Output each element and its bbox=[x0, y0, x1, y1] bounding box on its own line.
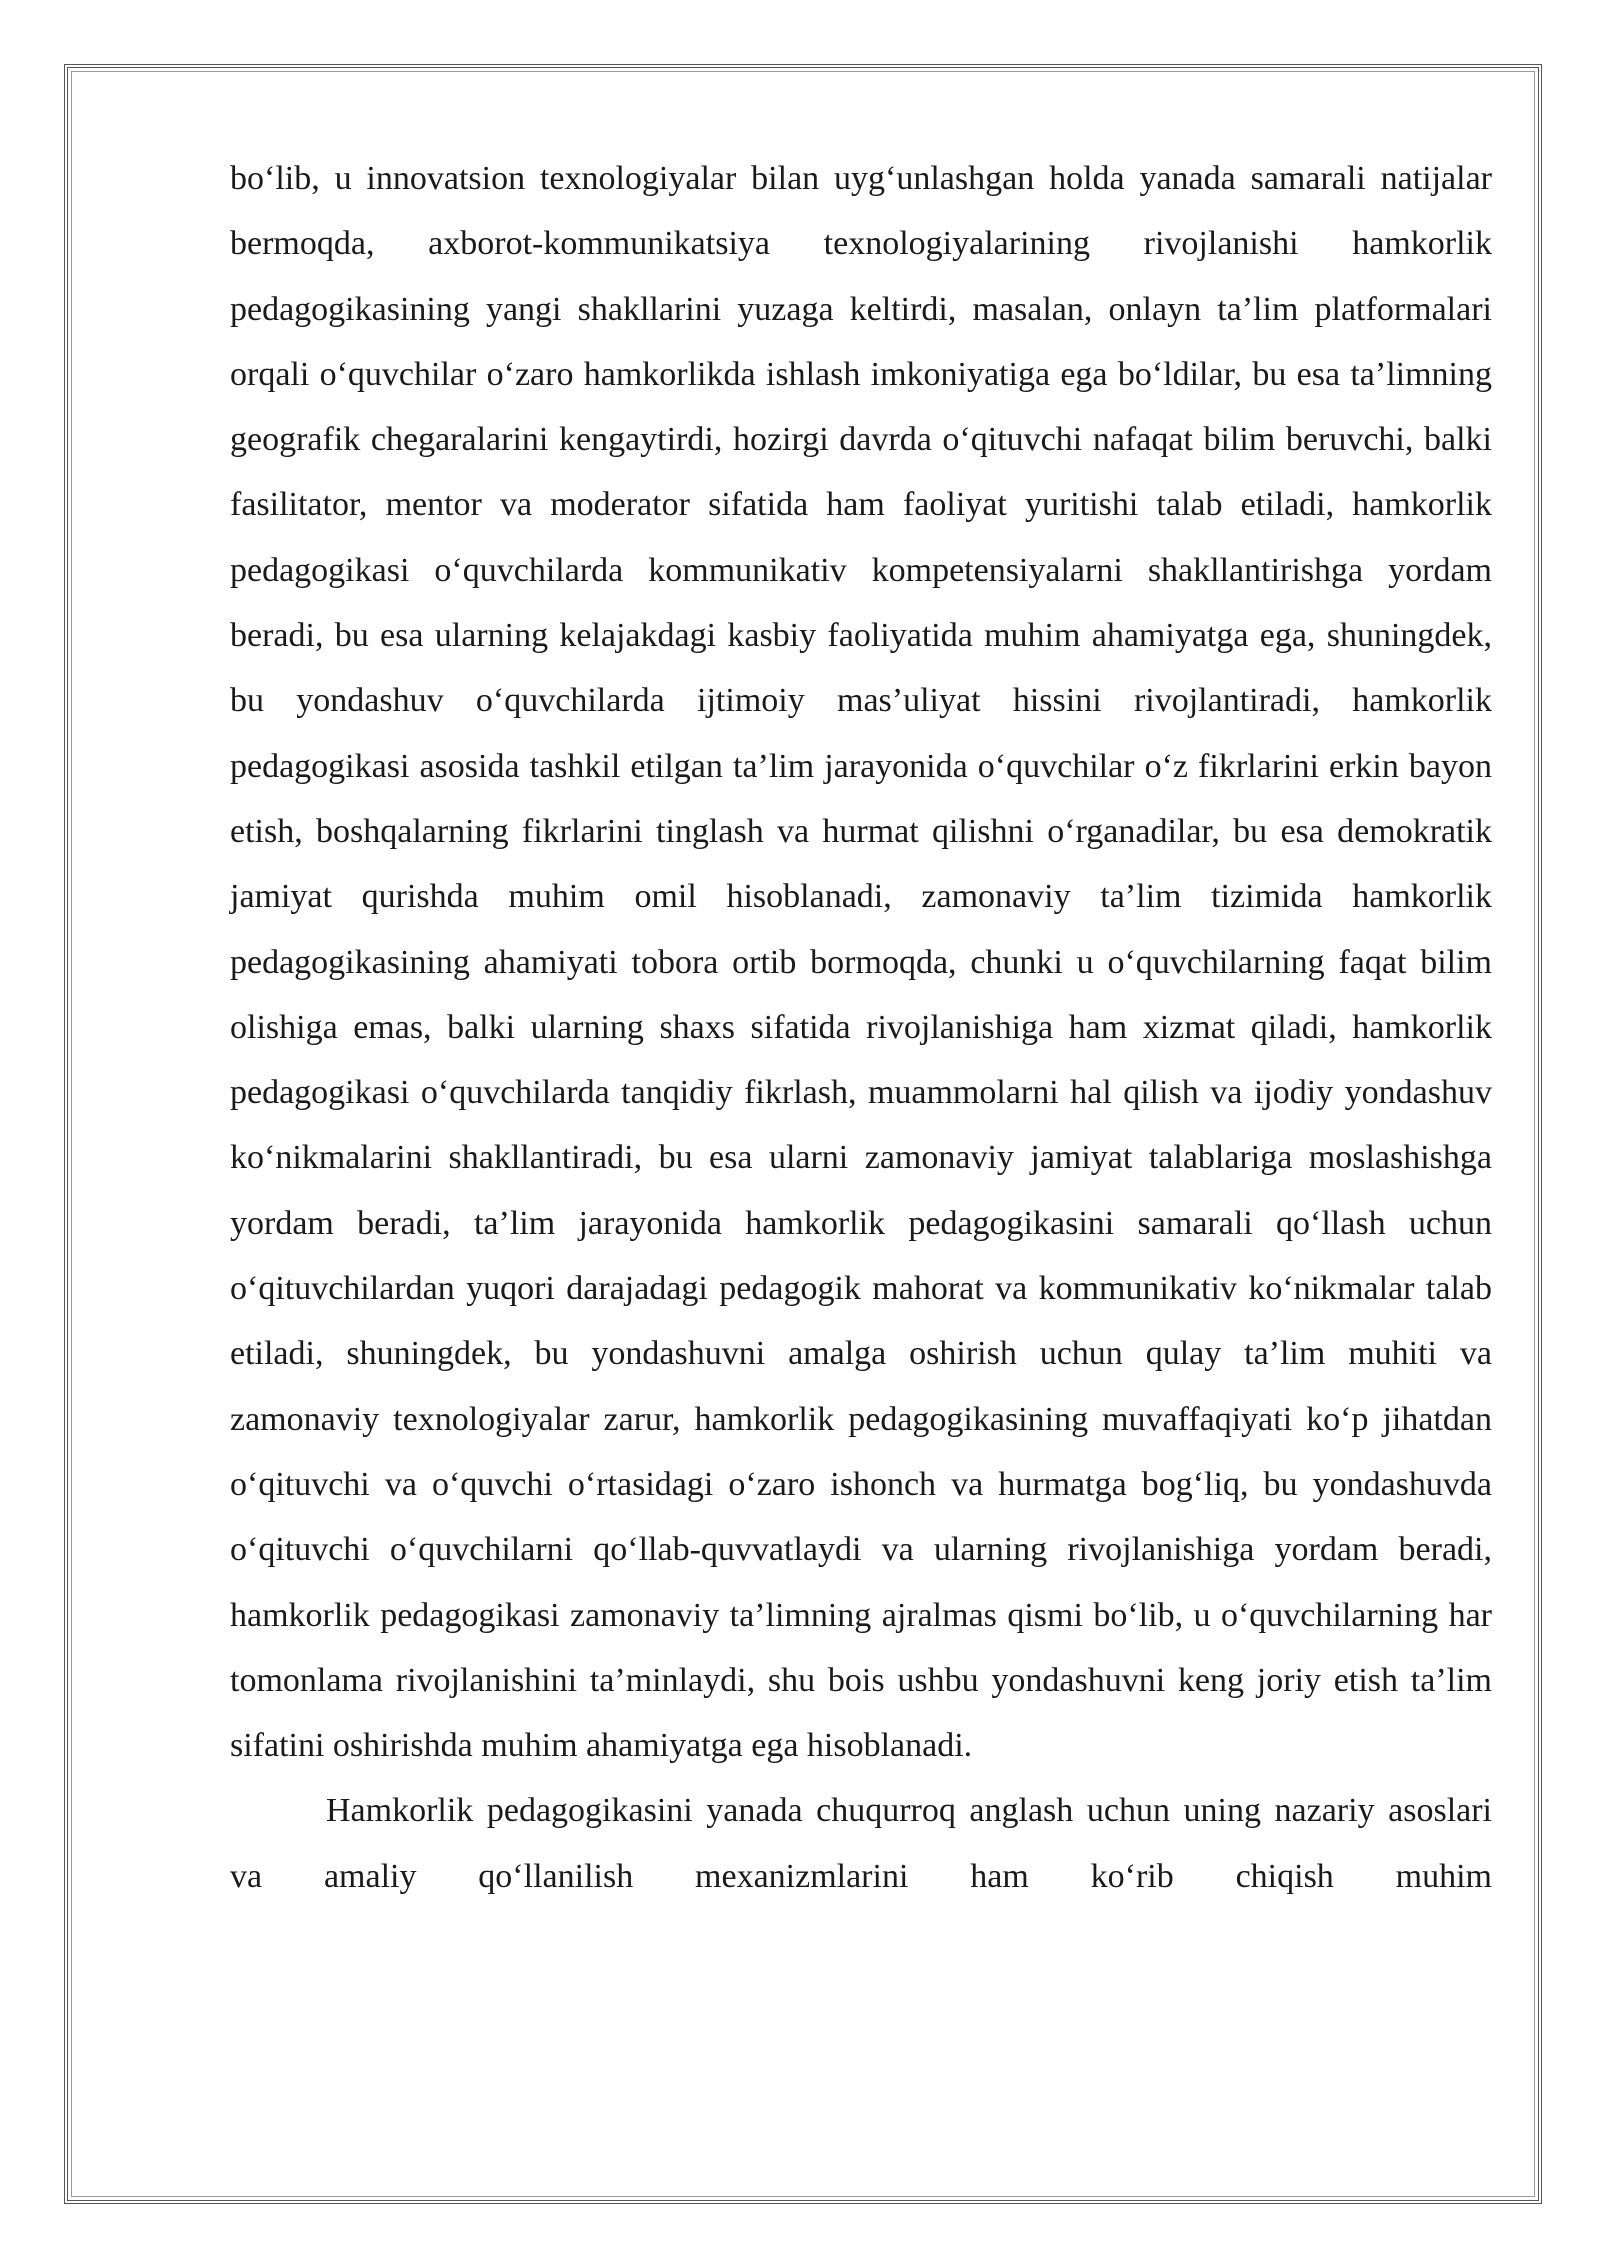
document-body bbox=[230, 146, 1492, 1909]
paragraph-new: Hamkorlik pedagogikasini yanada chuqurroq anglash uchun uning nazariy asoslari va amaliy qo‘llanilish mexanizmlarini ham ko‘rib chiqish muhim bbox=[230, 1792, 1492, 1895]
paragraph-continued: bo‘lib, u innovatsion texnologiyalar bilan uyg‘unlashgan holda yanada samarali natijalar bermoqda, axborot-kommunikatsiya texnologiyalarining rivojlanishi hamkorlik pedagogikasining yangi shakllarini yuzaga keltirdi, masalan, onlayn ta’lim platformalari orqali o‘quvchilar o‘zaro hamkorlikda ishlash imkoniyatiga ega bo‘ldilar, bu esa ta’limning geografik chegaralarini kengaytirdi, hozirgi davrda o‘qituvchi nafaqat bilim beruvchi, balki fasilitator, mentor va moderator sifatida ham faoliyat yuritishi talab etiladi, hamkorlik pedagogikasi o‘quvchilarda kommunikativ kompetensiyalarni shakllantirishga yordam beradi, bu esa ularning kelajakdagi kasbiy faoliyatida muhim ahamiyatga ega, shuningdek, bu yondashuv o‘quvchilarda ijtimoiy mas’uliyat hissini rivojlantiradi, hamkorlik pedagogikasi asosida tashkil etilgan ta’lim jarayonida o‘quvchilar o‘z fikrlarini erkin bayon etish, boshqalarning fikrlarini tinglash va hurmat qilishni o‘rganadilar, bu esa demokratik jamiyat qurishda muhim omil hisoblanadi, zamonaviy ta’lim tizimida hamkorlik pedagogikasining ahamiyati tobora ortib bormoqda, chunki u o‘quvchilarning faqat bilim olishiga emas, balki ularning shaxs sifatida rivojlanishiga ham xizmat qiladi, hamkorlik pedagogikasi o‘quvchilarda tanqidiy fikrlash, muammolarni hal qilish va ijodiy yondashuv ko‘nikmalarini shakllantiradi, bu esa ularni zamonaviy jamiyat talablariga moslashishga yordam beradi, ta’lim jarayonida hamkorlik pedagogikasini samarali qo‘llash uchun o‘qituvchilardan yuqori darajadagi pedagogik mahorat va kommunikativ ko‘nikmalar talab etiladi, shuningdek, bu yondashuvni amalga oshirish uchun qulay ta’lim muhiti va zamonaviy texnologiyalar zarur, hamkorlik pedagogikasining muvaffaqiyati ko‘p jihatdan o‘qituvchi va o‘quvchi o‘rtasidagi o‘zaro ishonch va hurmatga bog‘liq, bu yondashuvda o‘qituvchi o‘quvchilarni qo‘llab-quvvatlaydi va ularning rivojlanishiga yordam beradi, hamkorlik pedagogikasi zamonaviy ta’limning ajralmas qismi bo‘lib, u o‘quvchilarning har tomonlama rivojlanishini ta’minlaydi, shu bois ushbu yondashuvni keng joriy etish ta’lim sifatini oshirishda muhim ahamiyatga ega hisoblanadi. bbox=[230, 160, 1492, 1765]
